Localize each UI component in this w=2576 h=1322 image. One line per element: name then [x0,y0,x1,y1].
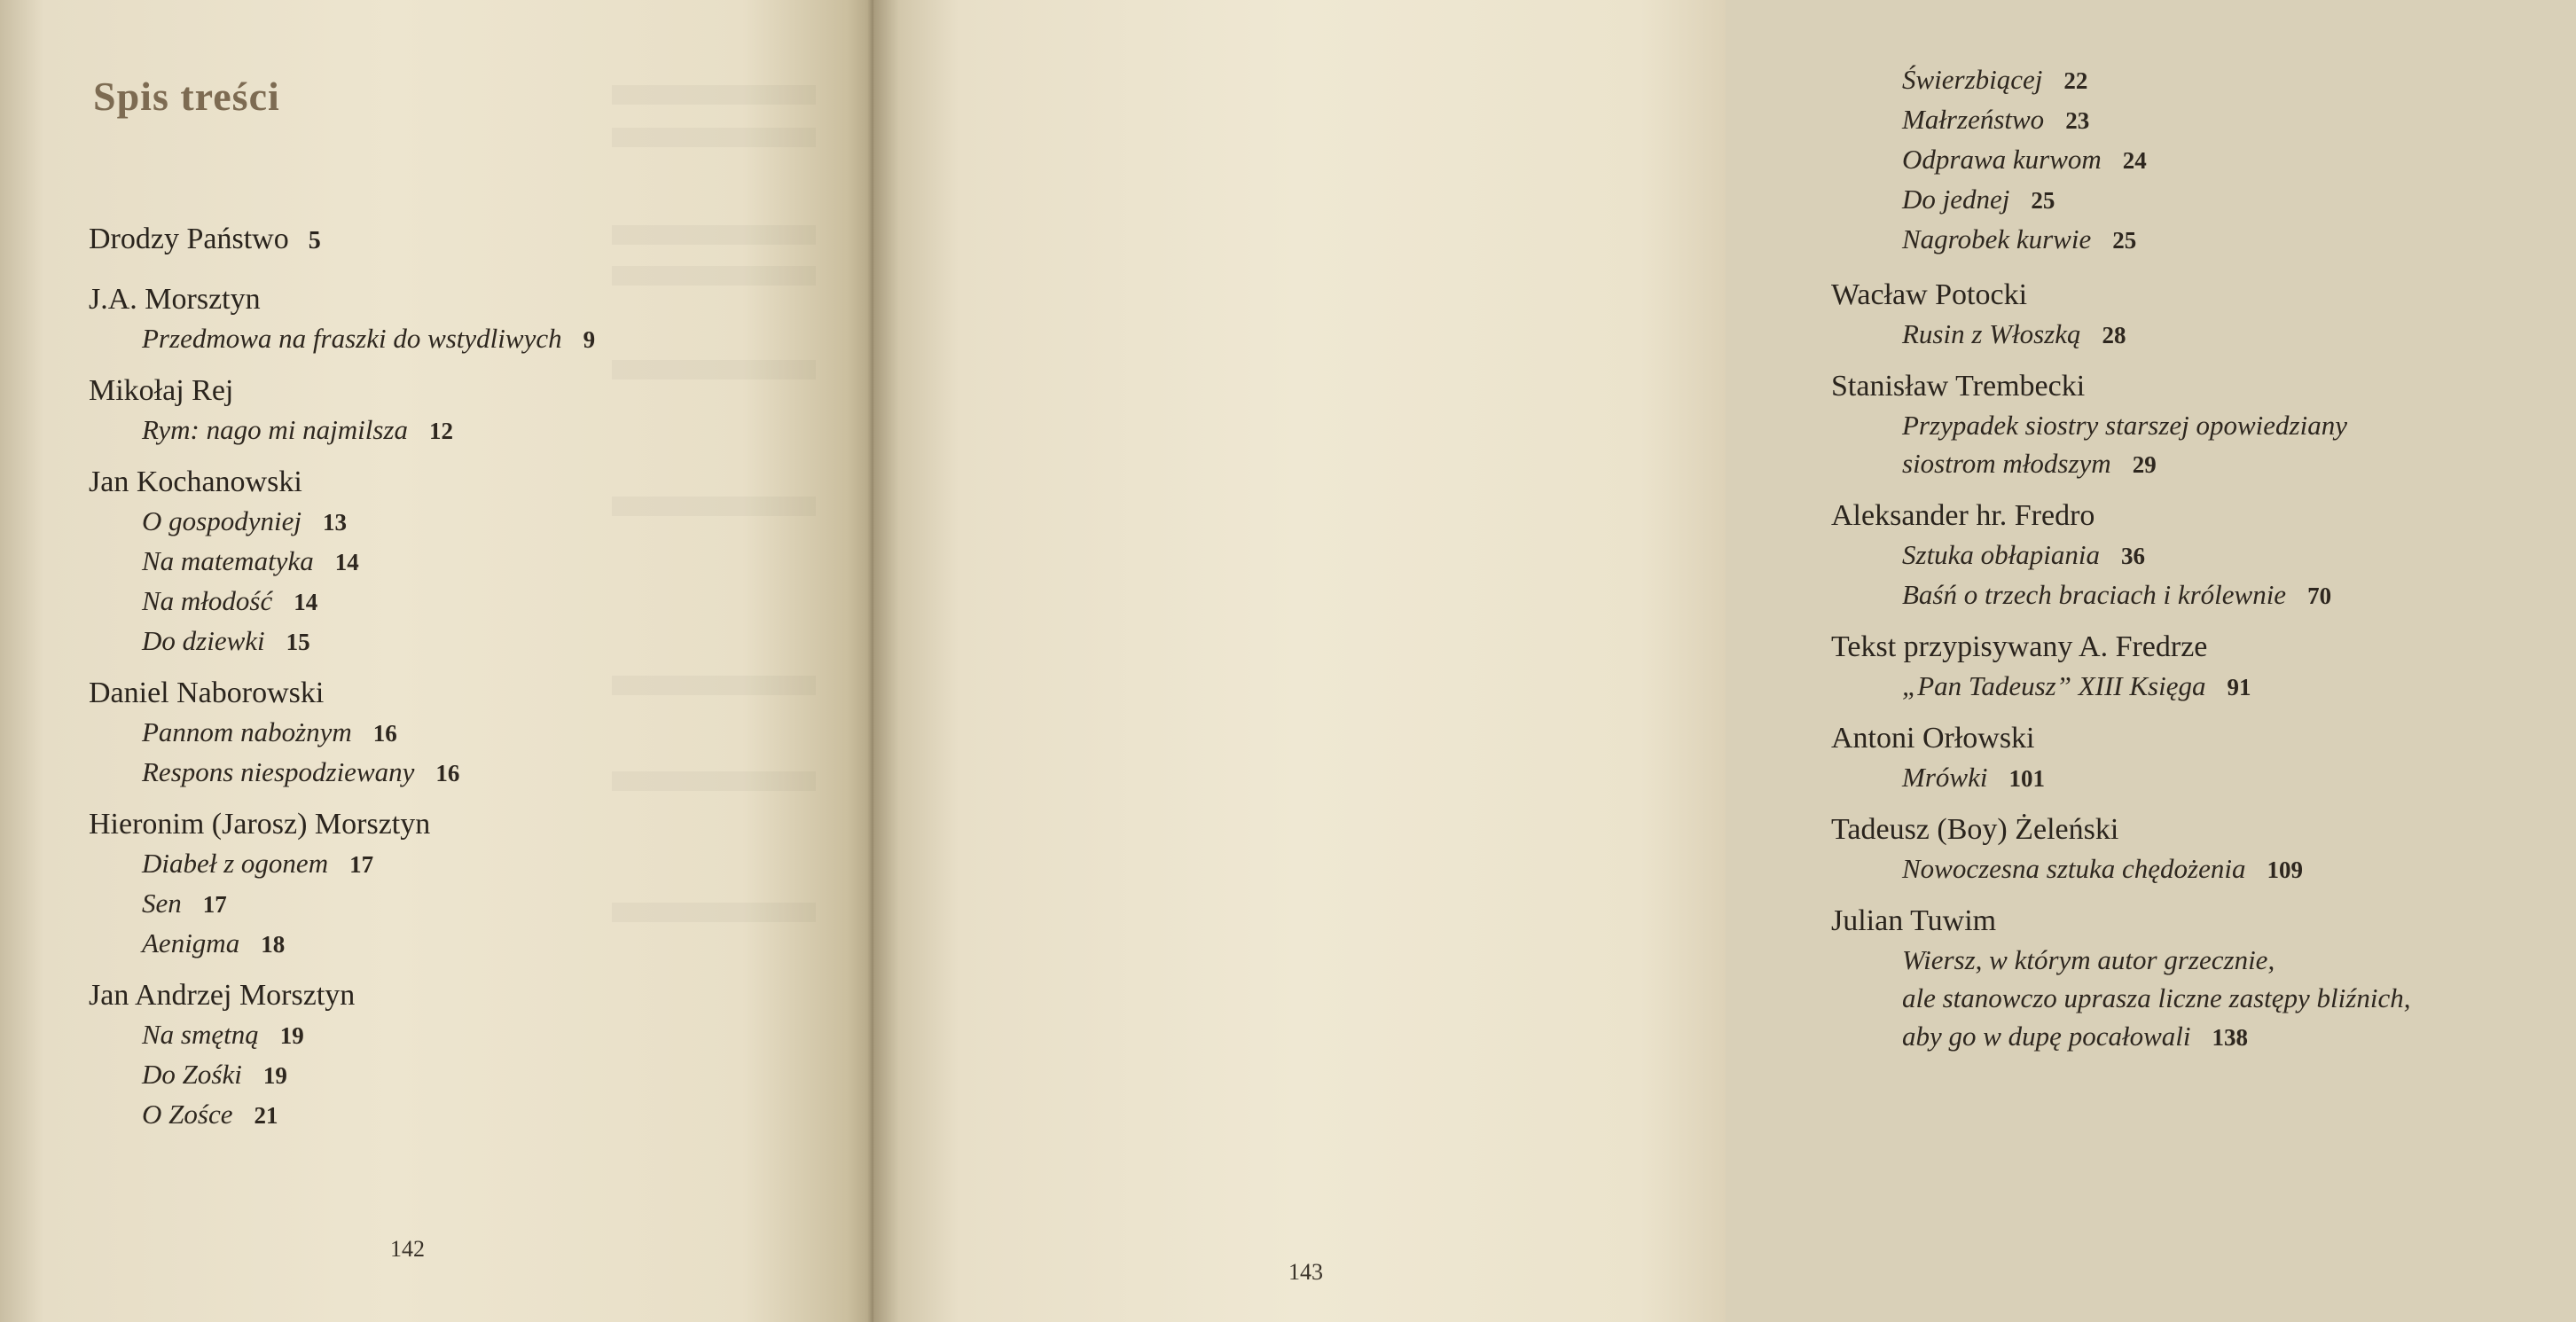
work-entry [89,582,816,622]
work-entry [1831,180,2576,220]
author-name: Wacław Potocki [1831,278,2028,311]
page-number: 25 [2112,227,2137,254]
work-title: Na matematyka [142,545,314,576]
work-entry [89,753,816,793]
work-entry [1831,140,2576,180]
work-title: Rusin z Włoszką [1902,318,2081,349]
work-entry [89,622,816,661]
work-title-line: ale stanowczo uprasza liczne zastępy bliźnich, [1902,982,2411,1013]
work-title: „Pan Tadeusz” XIII Księga [1902,670,2206,701]
page-number: 22 [2063,67,2088,94]
author-group [89,463,816,661]
author-name: Tadeusz (Boy) Żeleński [1831,813,2119,846]
work-title: Pannom nabożnym [142,716,352,747]
work-title: Sztuka obłapiania [1902,539,2101,570]
page-number: 16 [435,760,460,786]
author-group [89,976,816,1135]
page-number: 21 [254,1102,278,1129]
page-number: 70 [2307,583,2332,609]
work-title: Odprawa kurwom [1902,144,2102,175]
work-entry [1831,575,2576,615]
left-page [0,0,873,1322]
author-group [1831,276,2576,355]
work-title: O gospodyniej [142,505,301,536]
work-entry [1831,444,2576,484]
page-number: 19 [279,1022,304,1049]
work-title: Baśń o trzech braciach i królewnie [1902,579,2287,610]
page-number: 24 [2122,147,2147,174]
author-group [1831,902,2576,1057]
page-number: 19 [262,1062,287,1089]
page-title: Spis treści [93,74,280,119]
page-number: 36 [2121,543,2146,569]
page-number: 16 [372,720,397,747]
toc-left [89,220,816,1147]
author-group [1831,367,2576,484]
author-name: Aleksander hr. Fredro [1831,499,2095,532]
author-name: Tekst przypisywany A. Fredrze [1831,630,2208,663]
page-number-left: 142 [390,1236,425,1262]
work-title: Do Zośki [142,1059,242,1090]
author-group [1831,628,2576,707]
work-entry [1831,220,2576,260]
work-entry [89,1055,816,1095]
entry-title: Drodzy Państwo [89,223,289,255]
work-entry [1831,60,2576,100]
work-title: Świerzbiącej [1902,64,2043,95]
work-title: Na smętną [142,1019,259,1050]
work-entry [1831,849,2576,889]
author-group [89,805,816,964]
work-entry [89,713,816,753]
author-group [1831,497,2576,615]
page-number: 15 [286,629,310,655]
toc-entry [89,220,816,261]
page-number: 12 [428,418,453,444]
page-number: 13 [322,509,347,536]
page-number: 28 [2102,322,2126,348]
work-entry [89,1095,816,1135]
work-title: Diabeł z ogonem [142,848,329,879]
work-title: Respons niespodziewany [142,756,415,787]
page-number-right: 143 [1288,1259,1323,1285]
work-title: Rym: nago mi najmilsza [142,414,408,445]
work-entry [89,542,816,582]
author-name: Mikołaj Rej [89,374,234,407]
work-title: Mrówki [1902,762,1988,793]
work-title: Na młodość [142,585,273,616]
work-entry [89,1015,816,1055]
toc-right [1831,60,2576,1069]
work-title: O Zośce [142,1099,233,1130]
work-entry [89,411,816,450]
work-entry [89,924,816,964]
work-title-line: aby go w dupę pocałowali [1902,1021,2191,1052]
work-entry [1831,758,2576,798]
author-group [89,280,816,359]
work-title: Małrzeństwo [1902,104,2045,135]
page-number: 9 [583,326,596,353]
author-name: Jan Andrzej Morsztyn [89,979,356,1012]
work-title-line: siostrom młodszym [1902,448,2111,479]
page-number: 14 [294,589,318,615]
page-number: 17 [349,851,374,878]
page-number: 138 [2212,1024,2248,1051]
work-title: Sen [142,888,182,919]
page-number: 17 [202,891,227,918]
work-title: Przedmowa na fraszki do wstydliwych [142,323,562,354]
author-group [1831,810,2576,889]
work-entry [1831,100,2576,140]
work-entry [89,844,816,884]
toc-intro [89,220,816,261]
work-entry [1831,536,2576,575]
continued-works [1831,60,2576,260]
work-title: Do jednej [1902,184,2010,215]
author-name: Daniel Naborowski [89,677,325,709]
author-group [1831,719,2576,798]
author-name: Jan Kochanowski [89,465,302,498]
author-name: Julian Tuwim [1831,904,1997,937]
page-number: 101 [2008,765,2045,792]
work-entry [1831,667,2576,707]
author-name: Stanisław Trembecki [1831,370,2086,403]
page-number: 25 [2031,187,2055,214]
work-entry [1831,1017,2576,1057]
author-group [89,372,816,450]
work-entry [89,319,816,359]
work-title-line: Przypadek siostry starszej opowiedziany [1902,410,2347,441]
page-number: 29 [2132,451,2157,478]
page-number: 14 [334,549,359,575]
author-name: Antoni Orłowski [1831,722,2035,755]
work-entry [1831,315,2576,355]
page-number: 23 [2065,107,2090,134]
page-number: 5 [308,227,321,254]
author-name: J.A. Morsztyn [89,283,261,316]
work-entry [89,502,816,542]
work-title: Nagrobek kurwie [1902,223,2092,254]
work-title: Nowoczesna sztuka chędożenia [1902,853,2246,884]
work-title: Aenigma [142,927,240,958]
author-group [89,674,816,793]
work-title-line: Wiersz, w którym autor grzecznie, [1902,944,2275,975]
work-entry [89,884,816,924]
page-number: 18 [261,931,286,958]
work-title: Do dziewki [142,625,265,656]
author-name: Hieronim (Jarosz) Morsztyn [89,808,431,841]
page-number: 109 [2267,857,2303,883]
page-number: 91 [2227,674,2251,700]
right-page [873,0,2411,1322]
